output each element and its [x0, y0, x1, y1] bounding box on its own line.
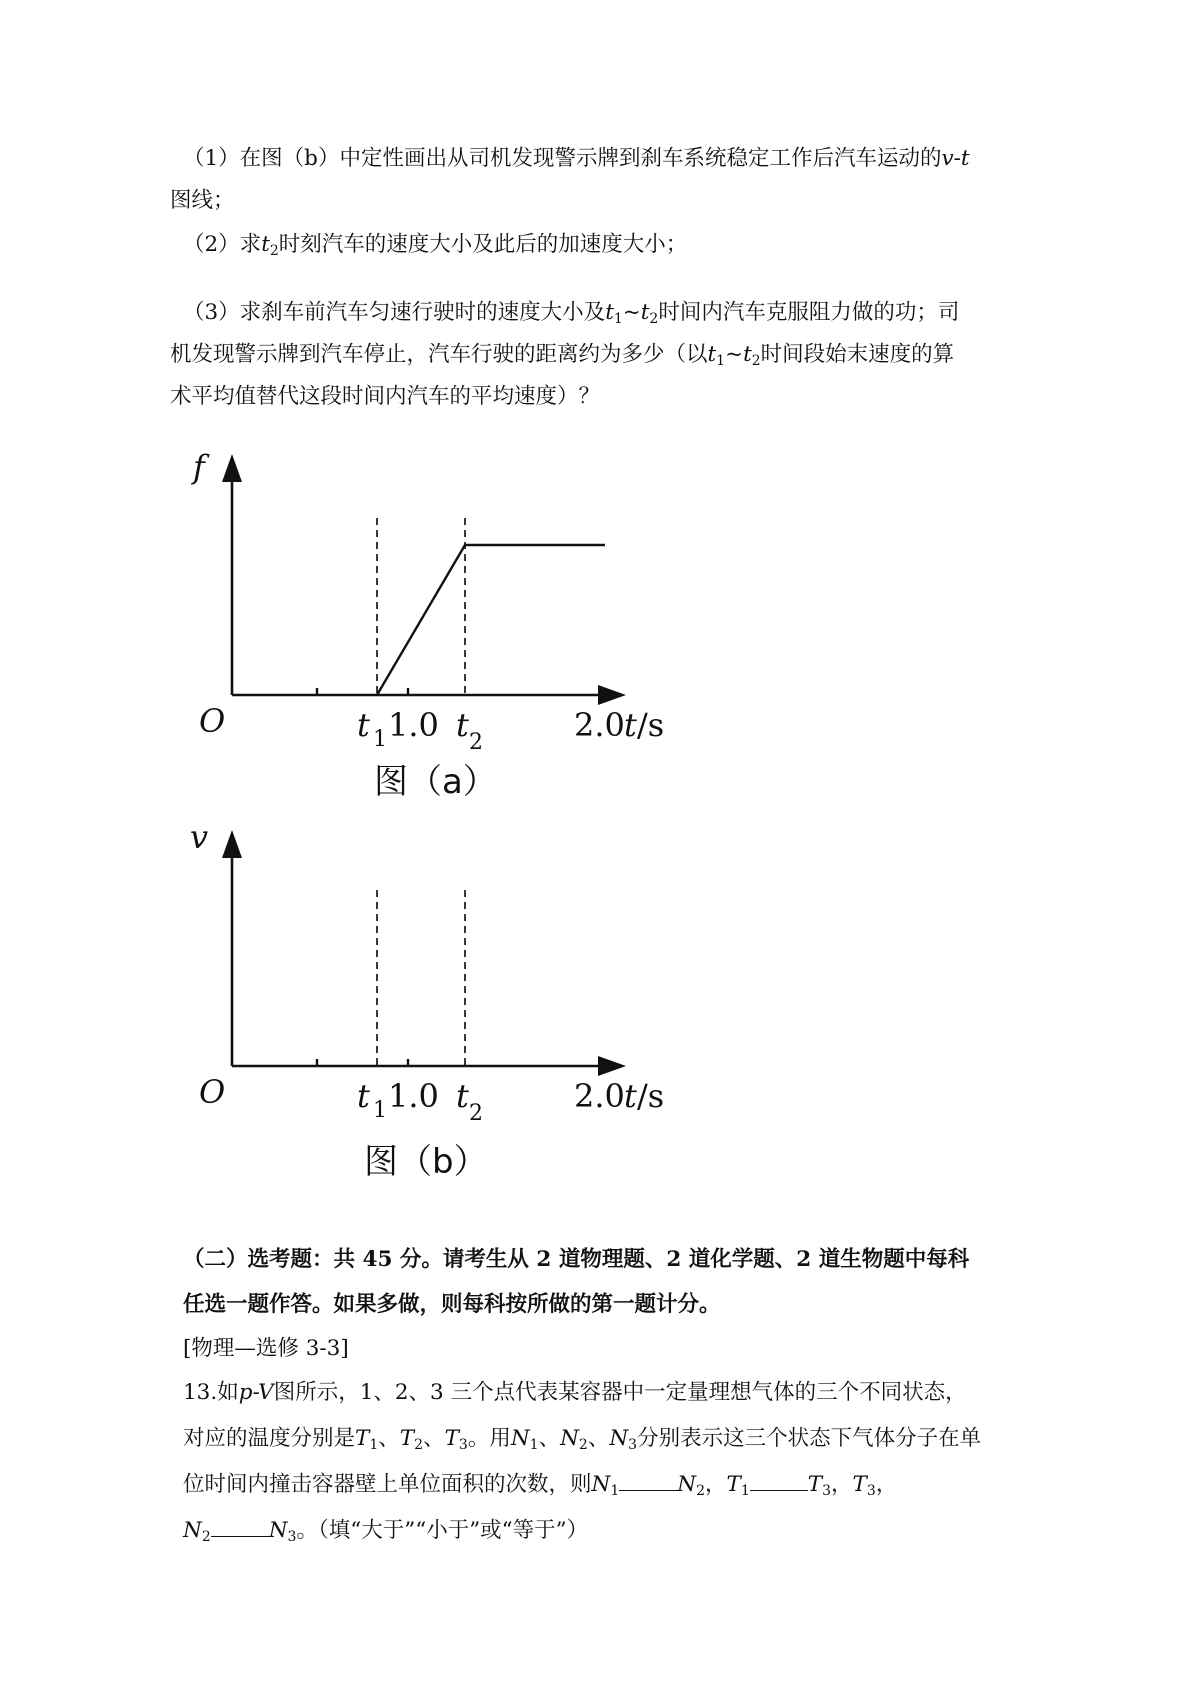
T3-sub: 3 — [458, 1437, 468, 1453]
q2-text-cont: 时刻汽车的速度大小及此后的加速度大小； — [278, 232, 688, 257]
fa-y-label: f — [193, 448, 205, 486]
t1-sub: 1 — [613, 311, 623, 327]
N1-sub: 1 — [529, 1437, 539, 1453]
answer-blank-3[interactable] — [211, 1518, 269, 1537]
T1-sub: 1 — [369, 1437, 379, 1453]
section2-text-2: 任选一题作答。如果多做，则每科按所做的第一题计分。 — [183, 1292, 721, 1317]
q13-text-4: 分别表示这三个状态下气体分子在单 — [637, 1426, 982, 1451]
sep: 、 — [423, 1426, 445, 1451]
T3-sub: 3 — [866, 1483, 876, 1499]
fa-t2-sub: 2 — [469, 730, 483, 755]
N2-symbol: N — [677, 1472, 697, 1497]
fb-x-label-t: t — [624, 1077, 637, 1115]
q3-text-4: 术平均值替代这段时间内汽车的平均速度）？ — [170, 384, 601, 409]
fb-tick-label-1: 1.0 — [388, 1077, 439, 1115]
T3-symbol: T — [444, 1426, 459, 1451]
N1-symbol: N — [591, 1472, 611, 1497]
N1-symbol: N — [510, 1426, 530, 1451]
N2-symbol: N — [183, 1518, 202, 1543]
fa-t2-label: t — [456, 706, 469, 744]
N2-sub: 2 — [201, 1529, 211, 1545]
q13-text-3: 。用 — [467, 1426, 511, 1451]
q3-text-cont: 时间内汽车克服阻力做的功；司 — [658, 300, 960, 325]
t1-symbol: t — [605, 300, 614, 325]
fb-origin-label: O — [199, 1073, 226, 1111]
T1-symbol: T — [355, 1426, 370, 1451]
T3-sub: 3 — [822, 1483, 832, 1499]
sep: 、 — [587, 1426, 610, 1451]
fa-x-label-t: t — [624, 706, 637, 744]
section2-line-1 — [183, 1245, 969, 1275]
q13-line-4 — [183, 1516, 588, 1546]
t2-symbol: t — [261, 232, 270, 257]
q3-text-2: 机发现警示牌到汽车停止，汽车行驶的距离约为多少（以 — [170, 342, 708, 367]
section2-line-2 — [183, 1290, 721, 1320]
fa-t1-sub: 1 — [373, 727, 387, 752]
comma: ， — [704, 1472, 727, 1497]
t2-sub: 2 — [269, 243, 279, 259]
fb-t1-label: t — [357, 1077, 370, 1115]
q1-text: （1）在图（b）中定性画出从司机发现警示牌到刹车系统稳定工作后汽车运动的 — [183, 146, 942, 171]
t2-symbol: t — [640, 300, 650, 325]
fb-x-label-unit: /s — [637, 1077, 665, 1115]
vt-symbol: v-t — [941, 146, 970, 171]
N1-sub: 1 — [610, 1483, 620, 1499]
sep: 、 — [538, 1426, 561, 1451]
N2-symbol: N — [560, 1426, 579, 1451]
q13-fill-instruction: 。（填“大于”“小于”或“等于”） — [296, 1518, 589, 1543]
t2-sub: 2 — [751, 353, 761, 369]
fb-y-arrow-icon — [222, 830, 242, 858]
fa-force-curve — [377, 545, 605, 695]
q13-line-3 — [183, 1470, 897, 1500]
topic-label — [183, 1334, 349, 1364]
fb-y-label: v — [190, 818, 209, 856]
tilde: ~ — [622, 300, 641, 325]
pv-symbol: p-V — [238, 1380, 274, 1405]
q13-text-5: 位时间内撞击容器壁上单位面积的次数，则 — [183, 1472, 592, 1497]
N3-sub: 3 — [287, 1529, 297, 1545]
T2-symbol: T — [399, 1426, 415, 1451]
fa-tick-label-2: 2.0 — [574, 706, 625, 744]
q13-text-2: 对应的温度分别是 — [183, 1426, 356, 1451]
q13-text: 13.如 — [183, 1380, 239, 1405]
fb-t1-sub: 1 — [373, 1098, 387, 1123]
fb-tick-label-2: 2.0 — [574, 1077, 625, 1115]
fa-caption: 图（a） — [374, 762, 497, 802]
fa-y-arrow-icon — [222, 454, 242, 482]
T1-symbol: T — [726, 1472, 741, 1497]
t2-symbol: t — [743, 342, 752, 367]
q2-text: （2）求 — [183, 232, 262, 257]
N3-symbol: N — [609, 1426, 629, 1451]
comma: ， — [875, 1472, 898, 1497]
N3-symbol: N — [268, 1518, 288, 1543]
fa-tick-label-1: 1.0 — [388, 706, 439, 744]
figure-a — [191, 448, 664, 802]
fa-x-label-unit: /s — [637, 706, 665, 744]
T3-symbol: T — [807, 1472, 823, 1497]
T1-sub: 1 — [740, 1483, 750, 1499]
sep: 、 — [378, 1426, 400, 1451]
q13-line-1 — [183, 1378, 967, 1408]
section2-text-1: （二）选考题：共 45 分。请考生从 2 道物理题、2 道化学题、2 道生物题中每科 — [183, 1247, 970, 1272]
topic-text: [物理—选修 3-3] — [183, 1336, 349, 1361]
q3-text: （3）求刹车前汽车匀速行驶时的速度大小及 — [183, 300, 606, 325]
T2-sub: 2 — [414, 1437, 424, 1453]
tilde: ~ — [725, 342, 744, 367]
fa-t1-label: t — [357, 706, 370, 744]
N3-sub: 3 — [628, 1437, 638, 1453]
t1-sub: 1 — [716, 353, 726, 369]
fb-t2-label: t — [456, 1077, 469, 1115]
figure-b — [190, 818, 664, 1182]
comma: ， — [831, 1472, 853, 1497]
q3-text-3: 时间段始末速度的算 — [760, 342, 955, 367]
fb-t2-sub: 2 — [469, 1101, 483, 1126]
q1-text-cont: 图线； — [170, 188, 235, 213]
q13-text-cont: 图所示，1、2、3 三个点代表某容器中一定量理想气体的三个不同状态， — [273, 1380, 967, 1405]
t2-sub: 2 — [649, 311, 659, 327]
answer-blank-1[interactable] — [619, 1472, 677, 1491]
N2-sub: 2 — [578, 1437, 588, 1453]
fa-origin-label: O — [199, 702, 226, 740]
T3-symbol: T — [852, 1472, 867, 1497]
fb-caption: 图（b） — [364, 1142, 488, 1182]
t1-symbol: t — [707, 342, 717, 367]
N2-sub: 2 — [696, 1483, 705, 1499]
answer-blank-2[interactable] — [750, 1472, 808, 1491]
q13-line-2 — [183, 1424, 981, 1454]
